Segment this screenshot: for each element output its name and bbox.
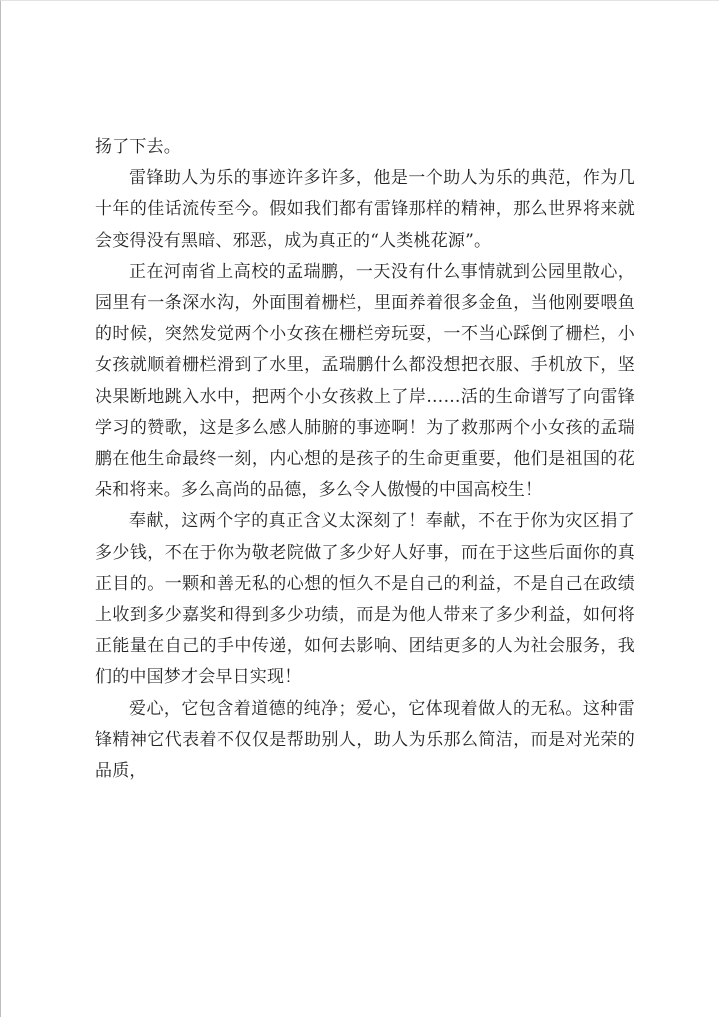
paragraph-lei-feng-example: 雷锋助人为乐的事迹许多许多，他是一个助人为乐的典范，作为几十年的佳话流传至今。假如我们都有雷锋那样的精神，那么世界将来就会变得没有黑暗、邪恶，成为真正的“人类桃花源”。 (95, 168, 635, 251)
paragraph-love: 爱心，它包含着道德的纯净；爱心，它体现着做人的无私。这种雷锋精神它代表着不仅仅是帮助别人，助人为乐那么简洁，而是对光荣的品质， (95, 698, 635, 782)
paragraph-meng-ruipeng-story: 正在河南省上高校的孟瑞鹏，一天没有什么事情就到公园里散心，园里有一条深水沟，外面围着栅栏，里面养着很多金鱼，当他刚要喂鱼的时候，突然发觉两个小女孩在栅栏旁玩耍，一不当心踩倒了栅栏，小女孩就顺着栅栏滑到了水里，孟瑞鹏什么都没想把衣服、手机放下，坚决果断地跳入水中，把两个小女孩救上了岸……活的生命谱写了向雷锋学习的赞歌，这是多么感人肺腑的事迹啊！为了救那两个小女孩的孟瑞鹏在他生命最终一刻，内心想的是孩子的生命更重要，他们是祖国的花朵和将来。多么高尚的品德，多么令人傲慢的中国高校生！ (95, 261, 635, 501)
paragraph-continuation: 扬了下去。 (95, 137, 181, 157)
paragraph-dedication: 奉献，这两个字的真正含义太深刻了！奉献，不在于你为灾区捐了多少钱，不在于你为敬老院做了多少好人好事，而在于这些后面你的真正目的。一颗和善无私的心想的恒久不是自己的利益，不是自己在政绩上收到多少嘉奖和得到多少功绩，而是为他人带来了多少利益，如何将正能量在自己的手中传递，如何去影响、团结更多的人为社会服务，我们的中国梦才会早日实现！ (95, 511, 635, 688)
document-body (95, 132, 635, 787)
